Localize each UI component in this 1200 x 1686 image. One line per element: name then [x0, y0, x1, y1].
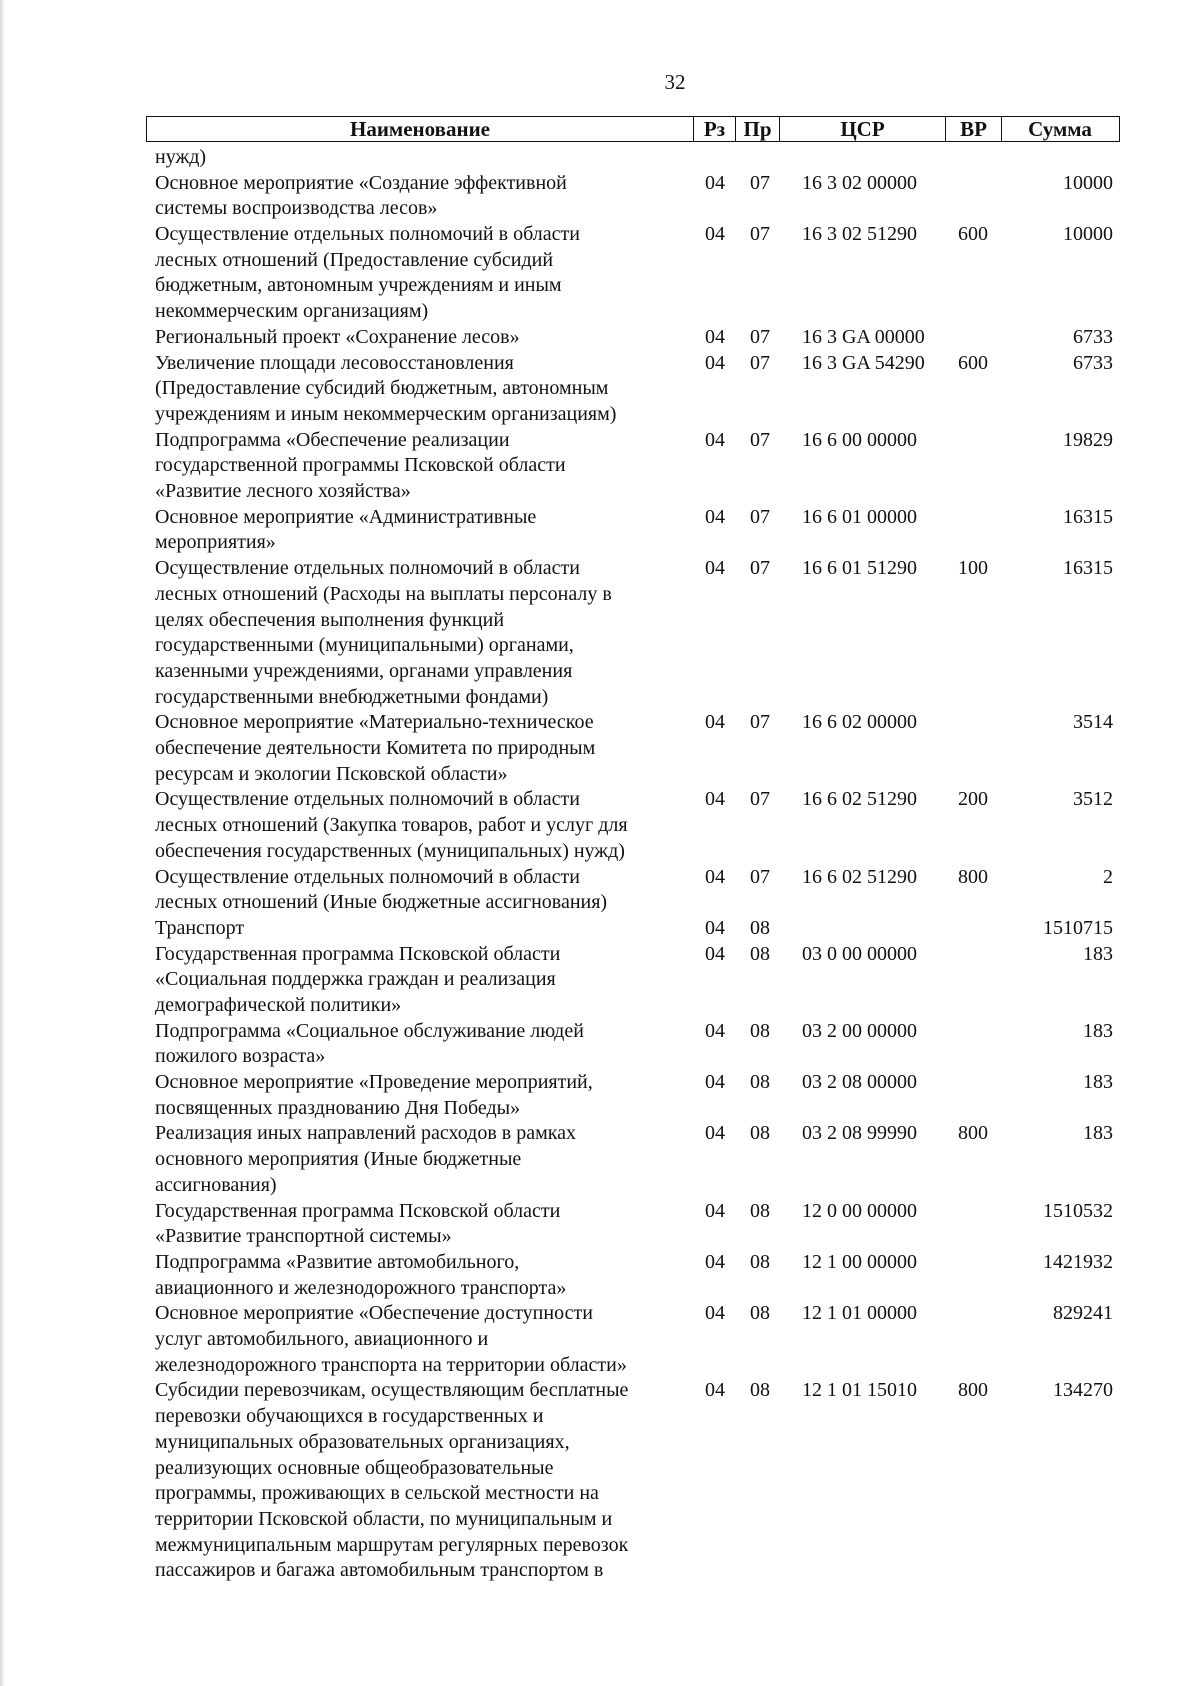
row-sum: 16315	[1063, 557, 1113, 580]
row-sum: 183	[1083, 1071, 1113, 1094]
row-rz: 04	[705, 1019, 725, 1042]
row-name	[155, 1301, 690, 1378]
row-pr: 07	[750, 711, 770, 734]
row-vr: 800	[958, 1379, 988, 1402]
row-name-line: учреждениям и иным некоммерческим организациям)	[155, 402, 617, 425]
row-pr: 07	[750, 557, 770, 580]
row-csr: 03 2 08 00000	[802, 1071, 917, 1094]
header-csr: ЦСР	[779, 117, 945, 141]
row-name-line: Осуществление отдельных полномочий в области	[155, 557, 580, 580]
row-name	[155, 222, 690, 325]
row-name-line: «Развитие лесного хозяйства»	[155, 480, 411, 503]
row-name-line: Увеличение площади лесовосстановления	[155, 351, 514, 374]
table-row	[0, 787, 1200, 864]
row-name	[155, 325, 690, 351]
row-vr: 600	[958, 223, 988, 246]
header-rz: Рз	[693, 117, 735, 141]
row-pr: 08	[750, 916, 770, 939]
row-sum: 183	[1083, 1122, 1113, 1145]
row-csr: 12 1 01 00000	[802, 1302, 917, 1325]
row-pr: 08	[750, 1379, 770, 1402]
row-name-line: лесных отношений (Расходы на выплаты персоналу в	[155, 582, 612, 605]
row-rz: 04	[705, 1302, 725, 1325]
row-name	[155, 1250, 690, 1301]
row-pr: 07	[750, 351, 770, 374]
row-name-line: Основное мероприятие «Проведение мероприятий,	[155, 1071, 593, 1094]
header-name: Наименование	[350, 117, 490, 141]
table-row	[0, 865, 1200, 916]
row-sum: 1510532	[1043, 1199, 1113, 1222]
row-name	[155, 351, 690, 428]
row-name-line: Государственная программа Псковской области	[155, 942, 561, 965]
row-name-line: лесных отношений (Закупка товаров, работ и услуг для	[155, 814, 628, 837]
row-name-line: мероприятия»	[155, 531, 276, 554]
row-name	[155, 145, 690, 171]
header-sum: Сумма	[1001, 117, 1118, 141]
row-pr: 08	[750, 1199, 770, 1222]
row-sum: 1510715	[1043, 916, 1113, 939]
row-sum: 16315	[1063, 505, 1113, 528]
row-name-line: основного мероприятия (Иные бюджетные	[155, 1148, 522, 1171]
row-rz: 04	[705, 1122, 725, 1145]
row-pr: 07	[750, 171, 770, 194]
row-csr: 03 0 00 00000	[802, 942, 917, 965]
row-rz: 04	[705, 557, 725, 580]
row-name-line: Подпрограмма «Социальное обслуживание людей	[155, 1019, 584, 1042]
table-row	[0, 1121, 1200, 1198]
row-pr: 08	[750, 1019, 770, 1042]
row-pr: 07	[750, 223, 770, 246]
row-csr: 16 6 01 00000	[802, 505, 917, 528]
row-sum: 6733	[1073, 325, 1113, 348]
page-number: 32	[664, 70, 686, 94]
row-vr: 800	[958, 1122, 988, 1145]
table-row	[0, 145, 1200, 171]
table-row	[0, 942, 1200, 1019]
row-name	[155, 171, 690, 222]
row-name	[155, 710, 690, 787]
table-row	[0, 428, 1200, 505]
row-name-line: железнодорожного транспорта на территории области»	[155, 1353, 627, 1376]
row-name	[155, 916, 690, 942]
row-csr: 16 3 GA 54290	[802, 351, 925, 374]
row-name	[155, 505, 690, 556]
header-vr: ВР	[945, 117, 1001, 141]
row-name-line: Подпрограмма «Развитие автомобильного,	[155, 1250, 520, 1273]
row-sum: 19829	[1063, 428, 1113, 451]
row-name-line: государственными внебюджетными фондами)	[155, 685, 549, 708]
table-row	[0, 916, 1200, 942]
row-sum: 183	[1083, 942, 1113, 965]
row-csr: 16 6 00 00000	[802, 428, 917, 451]
row-name-line: реализующих основные общеобразовательные	[155, 1456, 554, 1479]
row-sum: 829241	[1053, 1302, 1113, 1325]
row-name-line: ресурсам и экологии Псковской области»	[155, 762, 508, 785]
row-rz: 04	[705, 916, 725, 939]
row-name-line: территории Псковской области, по муниципальным и	[155, 1507, 613, 1530]
row-name-line: муниципальных образовательных организациях,	[155, 1430, 570, 1453]
row-rz: 04	[705, 223, 725, 246]
row-name-line: казенными учреждениями, органами управления	[155, 659, 573, 682]
row-rz: 04	[705, 1071, 725, 1094]
row-sum: 183	[1083, 1019, 1113, 1042]
row-name-line: лесных отношений (Предоставление субсидий	[155, 248, 554, 271]
row-csr: 16 6 01 51290	[802, 557, 917, 580]
table-row	[0, 1019, 1200, 1070]
table-row	[0, 1199, 1200, 1250]
row-name-line: государственными (муниципальными) органами,	[155, 634, 574, 657]
row-name-line: лесных отношений (Иные бюджетные ассигнования)	[155, 891, 608, 914]
row-pr: 08	[750, 1071, 770, 1094]
row-csr: 16 3 GA 00000	[802, 325, 925, 348]
row-rz: 04	[705, 325, 725, 348]
row-pr: 08	[750, 1122, 770, 1145]
row-name	[155, 1019, 690, 1070]
row-sum: 3512	[1073, 788, 1113, 811]
table-row	[0, 710, 1200, 787]
row-name	[155, 865, 690, 916]
row-rz: 04	[705, 351, 725, 374]
row-csr: 12 1 00 00000	[802, 1250, 917, 1273]
row-csr: 16 6 02 51290	[802, 865, 917, 888]
row-name-line: бюджетным, автономным учреждениям и иным	[155, 274, 562, 297]
row-sum: 1421932	[1043, 1250, 1113, 1273]
row-name-line: Осуществление отдельных полномочий в области	[155, 223, 580, 246]
row-rz: 04	[705, 788, 725, 811]
row-name-line: программы, проживающих в сельской местности на	[155, 1482, 599, 1505]
row-name-line: межмуниципальным маршрутам регулярных перевозок	[155, 1533, 629, 1556]
table-body	[0, 145, 1200, 1584]
row-csr: 16 6 02 51290	[802, 788, 917, 811]
row-vr: 100	[958, 557, 988, 580]
row-name-line: «Социальная поддержка граждан и реализация	[155, 968, 556, 991]
row-name-line: Основное мероприятие «Обеспечение доступности	[155, 1302, 593, 1325]
row-sum: 10000	[1063, 223, 1113, 246]
row-pr: 08	[750, 942, 770, 965]
row-name-line: системы воспроизводства лесов»	[155, 197, 438, 220]
row-pr: 07	[750, 788, 770, 811]
table-row	[0, 1250, 1200, 1301]
row-name-line: посвященных празднованию Дня Победы»	[155, 1096, 521, 1119]
row-name-line: (Предоставление субсидий бюджетным, автономным	[155, 377, 609, 400]
row-csr: 03 2 00 00000	[802, 1019, 917, 1042]
row-csr: 16 3 02 00000	[802, 171, 917, 194]
row-name-line: обеспечения государственных (муниципальных) нужд)	[155, 839, 625, 862]
row-sum: 6733	[1073, 351, 1113, 374]
row-name-line: услуг автомобильного, авиационного и	[155, 1328, 489, 1351]
row-csr: 16 6 02 00000	[802, 711, 917, 734]
row-name-line: Реализация иных направлений расходов в рамках	[155, 1122, 577, 1145]
row-name-line: Основное мероприятие «Материально-техническое	[155, 711, 594, 734]
row-name-line: целях обеспечения выполнения функций	[155, 608, 505, 631]
row-name-line: ассигнования)	[155, 1173, 277, 1196]
table-row	[0, 325, 1200, 351]
table-row	[0, 1070, 1200, 1121]
row-rz: 04	[705, 865, 725, 888]
row-rz: 04	[705, 711, 725, 734]
row-name-line: Осуществление отдельных полномочий в области	[155, 865, 580, 888]
table-row	[0, 505, 1200, 556]
row-name	[155, 1199, 690, 1250]
row-csr: 16 3 02 51290	[802, 223, 917, 246]
row-name-line: Транспорт	[155, 916, 245, 939]
row-csr: 12 0 00 00000	[802, 1199, 917, 1222]
table-header	[146, 116, 1120, 142]
row-pr: 07	[750, 505, 770, 528]
row-name-line: Региональный проект «Сохранение лесов»	[155, 325, 520, 348]
table-row	[0, 1378, 1200, 1584]
row-name-line: обеспечение деятельности Комитета по природным	[155, 737, 596, 760]
row-csr: 03 2 08 99990	[802, 1122, 917, 1145]
row-name	[155, 1121, 690, 1198]
row-pr: 07	[750, 325, 770, 348]
table-row	[0, 222, 1200, 325]
row-pr: 08	[750, 1250, 770, 1273]
row-sum: 3514	[1073, 711, 1113, 734]
row-name-line: пассажиров и багажа автомобильным транспортом в	[155, 1559, 604, 1582]
table-row	[0, 171, 1200, 222]
row-name	[155, 1378, 690, 1584]
row-rz: 04	[705, 942, 725, 965]
header-pr: Пр	[735, 117, 779, 141]
row-csr: 12 1 01 15010	[802, 1379, 917, 1402]
row-vr: 800	[958, 865, 988, 888]
table-row	[0, 1301, 1200, 1378]
row-name-line: демографической политики»	[155, 994, 402, 1016]
row-name	[155, 1070, 690, 1121]
row-pr: 07	[750, 428, 770, 451]
row-sum: 134270	[1053, 1379, 1113, 1402]
row-sum: 10000	[1063, 171, 1113, 194]
row-vr: 200	[958, 788, 988, 811]
row-name	[155, 942, 690, 1019]
row-name-line: Субсидии перевозчикам, осуществляющим бесплатные	[155, 1379, 629, 1402]
row-rz: 04	[705, 171, 725, 194]
row-name-line: нужд)	[155, 146, 207, 168]
row-name-line: Подпрограмма «Обеспечение реализации	[155, 428, 510, 451]
row-name-line: перевозки обучающихся в государственных и	[155, 1405, 544, 1428]
row-rz: 04	[705, 1250, 725, 1273]
row-rz: 04	[705, 428, 725, 451]
row-pr: 08	[750, 1302, 770, 1325]
row-name	[155, 428, 690, 505]
table-row	[0, 556, 1200, 710]
row-rz: 04	[705, 1199, 725, 1222]
row-name-line: «Развитие транспортной системы»	[155, 1225, 452, 1248]
row-name-line: Основное мероприятие «Создание эффективной	[155, 171, 567, 194]
row-vr: 600	[958, 351, 988, 374]
row-name-line: авиационного и железнодорожного транспорта»	[155, 1276, 567, 1299]
table-row	[0, 351, 1200, 428]
row-name-line: некоммерческим организациям)	[155, 300, 429, 323]
row-name-line: государственной программы Псковской области	[155, 454, 566, 477]
row-name-line: Государственная программа Псковской области	[155, 1199, 561, 1222]
row-name-line: Осуществление отдельных полномочий в области	[155, 788, 580, 811]
row-rz: 04	[705, 505, 725, 528]
row-name-line: Основное мероприятие «Административные	[155, 505, 537, 528]
row-name-line: пожилого возраста»	[155, 1045, 326, 1068]
row-name	[155, 787, 690, 864]
row-rz: 04	[705, 1379, 725, 1402]
row-pr: 07	[750, 865, 770, 888]
row-sum: 2	[1103, 865, 1113, 888]
row-name	[155, 556, 690, 710]
